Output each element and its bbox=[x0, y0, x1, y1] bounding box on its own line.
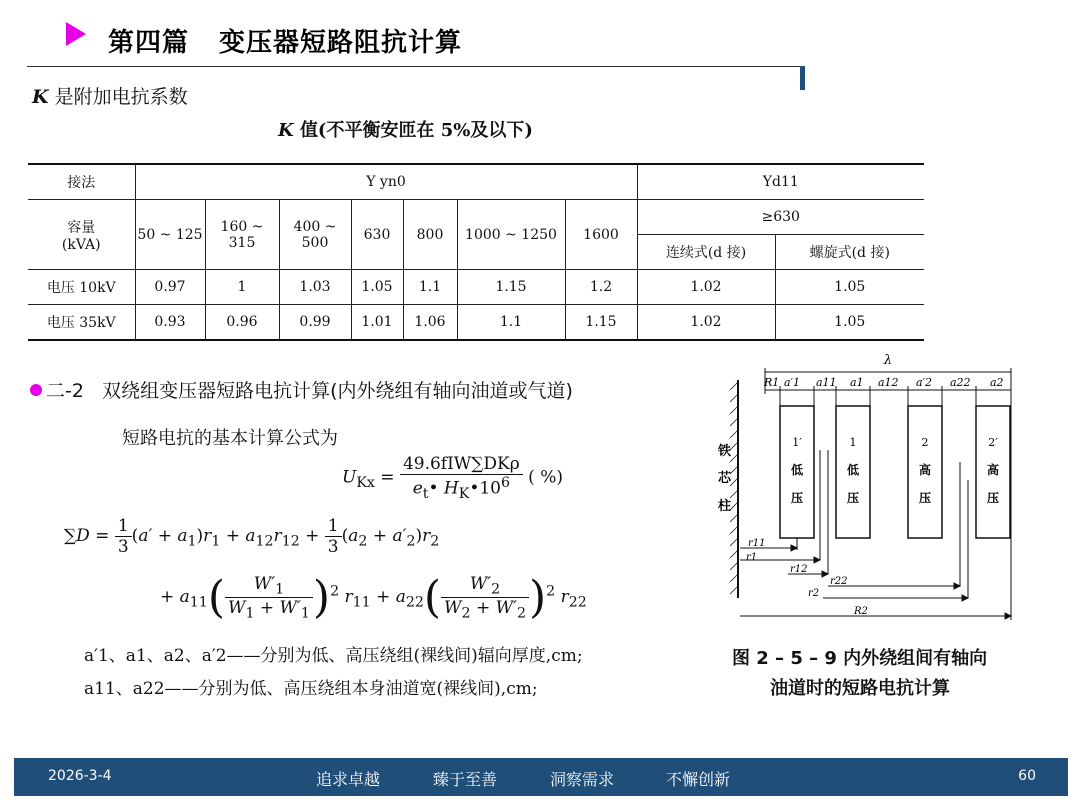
capacity-range: 800 bbox=[403, 200, 457, 270]
den-e-sub: t bbox=[422, 486, 429, 503]
title-divider bbox=[27, 66, 803, 67]
winding-outer-outer bbox=[976, 406, 1010, 538]
section-number: 二-2 bbox=[46, 380, 84, 402]
footer-slogan: 洞察需求 bbox=[550, 770, 615, 789]
header-yyn0: Y yn0 bbox=[135, 164, 637, 200]
winding-char: 高 bbox=[918, 463, 932, 477]
winding-diagram bbox=[718, 350, 1018, 625]
frac-num: 1 bbox=[325, 516, 342, 537]
footer-bar bbox=[14, 758, 1068, 796]
den-e: e bbox=[412, 478, 423, 499]
radius-label: r2 bbox=[808, 588, 820, 599]
formula-ukx-denominator bbox=[400, 475, 523, 502]
winding-id: 2′ bbox=[988, 436, 998, 449]
winding-char: 高 bbox=[986, 463, 1000, 477]
table-capacity-row bbox=[28, 200, 924, 235]
formula-ukx-numerator bbox=[400, 454, 523, 475]
header-method: 接法 bbox=[28, 164, 135, 200]
dim-label: a1 bbox=[850, 376, 864, 389]
table-cell: 1.01 bbox=[351, 305, 403, 341]
formula-ukx-numerator-text: 49.6fIW∑DKρ bbox=[402, 454, 520, 474]
page-title bbox=[108, 22, 462, 59]
fraction-w1: $\frac{W'_1}{W_1 + W'_1}$ bbox=[225, 574, 313, 622]
table-caption bbox=[278, 116, 533, 142]
section-title: 双绕组变压器短路电抗计算(内外绕组有轴向油道或气道) bbox=[102, 380, 573, 402]
radius-label: R2 bbox=[854, 606, 868, 617]
table-cell: 1.15 bbox=[457, 270, 565, 305]
title-divider-mark bbox=[800, 66, 805, 90]
table-cell: 1.03 bbox=[279, 270, 351, 305]
table-cell: 1.06 bbox=[403, 305, 457, 341]
header-yd11: Yd11 bbox=[637, 164, 924, 200]
footer-slogan: 臻于至善 bbox=[433, 770, 498, 789]
table-cell: 1.05 bbox=[775, 305, 924, 341]
figure-caption-line2: 油道时的短路电抗计算 bbox=[770, 678, 950, 699]
formula-ukx: $U_{Kx}$ = $\frac{\text{49.6fIW∑DKρ}}{e_t• H_K•10^6}$ ( %) bbox=[342, 454, 563, 503]
header-capacity-line1: 容量 bbox=[67, 219, 96, 236]
yd11-helical: 螺旋式(d 接) bbox=[775, 235, 924, 270]
radius-label: r12 bbox=[790, 564, 808, 575]
yd11-capacity: ≥630 bbox=[637, 200, 924, 235]
fraction-w2: $\frac{W'_2}{W_2 + W'_2}$ bbox=[441, 574, 529, 622]
definition-duct-width: a11、a22——分别为低、高压绕组本身油道宽(裸线间),cm; bbox=[84, 679, 538, 699]
core-hatch bbox=[730, 382, 738, 594]
definition-thickness: a′1、a1、a2、a′2——分别为低、高压绕组(裸线间)辐向厚度,cm; bbox=[84, 646, 583, 666]
winding-char: 压 bbox=[986, 491, 1000, 505]
table-cell: 1.02 bbox=[637, 270, 775, 305]
capacity-range: 630 bbox=[351, 200, 403, 270]
table-cell: 1.02 bbox=[637, 305, 775, 341]
radius-label: r22 bbox=[830, 576, 848, 587]
footer-slogan: 不懈创新 bbox=[666, 770, 731, 789]
core-label: 柱 bbox=[718, 499, 732, 514]
table-cell: 1.05 bbox=[775, 270, 924, 305]
table-cell: 0.97 bbox=[135, 270, 205, 305]
winding-outer bbox=[908, 406, 942, 538]
title-part-topic: 变压器短路阻抗计算 bbox=[219, 28, 463, 58]
core-label: 芯 bbox=[718, 471, 732, 486]
table-cell: 1.05 bbox=[351, 270, 403, 305]
den-h-sub: K bbox=[458, 486, 470, 503]
row-label: 电压 35kV bbox=[28, 305, 135, 341]
table-cell: 1.15 bbox=[565, 305, 637, 341]
den-h: • H bbox=[428, 478, 459, 499]
winding-char: 压 bbox=[790, 491, 804, 505]
den-power: •10 bbox=[469, 478, 501, 499]
bullet-icon bbox=[30, 384, 42, 396]
table-cell: 1.2 bbox=[565, 270, 637, 305]
footer-date: 2026-3-4 bbox=[48, 768, 112, 784]
capacity-range: 50 ~ 125 bbox=[135, 200, 205, 270]
k-symbol: K bbox=[32, 86, 49, 108]
fraction-one-third bbox=[115, 516, 132, 557]
dim-label: R1 bbox=[764, 376, 780, 389]
den-power-sup: 6 bbox=[500, 475, 510, 491]
header-capacity-line2: (kVA) bbox=[61, 236, 101, 253]
formula-ukx-lhs-sub: Kx bbox=[356, 474, 375, 491]
formula-sumd-line1: ∑D = $\frac{1}{3}$ $(a' + a_1)r_1 + a_{12}r_{12}$ + $\frac{1}{3}$ $(a_2 + a'_2)r_2$ bbox=[64, 516, 440, 557]
winding-inner-outer bbox=[780, 406, 814, 538]
winding-id: 2 bbox=[921, 436, 929, 449]
formula-sumd-line2: + $a_{11}$( $\frac{W'_1}{W_1 + W'_1}$ )$^2$ $r_{11} + a_{22}$( $\frac{W'_2}{W_2 + W'_2}$ )$^2$ $r_{22}$ bbox=[160, 572, 587, 623]
table-caption-symbol: K bbox=[278, 120, 294, 141]
winding-char: 低 bbox=[790, 463, 804, 477]
capacity-range: 1000 ~ 1250 bbox=[457, 200, 565, 270]
row-label: 电压 10kV bbox=[28, 270, 135, 305]
formula-intro: 短路电抗的基本计算公式为 bbox=[122, 428, 338, 449]
title-arrow-icon bbox=[66, 22, 86, 46]
dim-label: a′2 bbox=[916, 376, 933, 389]
table-row bbox=[28, 305, 924, 341]
capacity-range: 160 ~ 315 bbox=[205, 200, 279, 270]
frac-den: 3 bbox=[327, 537, 339, 557]
footer-slogan: 追求卓越 bbox=[316, 770, 381, 789]
table-cell: 1 bbox=[205, 270, 279, 305]
title-part-chapter: 第四篇 bbox=[108, 28, 190, 58]
winding-char: 压 bbox=[846, 491, 860, 505]
formula-ukx-fraction bbox=[400, 454, 523, 502]
table-cell: 0.96 bbox=[205, 305, 279, 341]
table-cell: 0.93 bbox=[135, 305, 205, 341]
capacity-range: 1600 bbox=[565, 200, 637, 270]
dim-label: a11 bbox=[816, 376, 837, 389]
radius-label: r1 bbox=[746, 552, 758, 563]
core-label: 铁 bbox=[718, 444, 732, 459]
dim-label: a22 bbox=[950, 376, 971, 389]
lambda-label: λ bbox=[883, 353, 893, 368]
page-number: 60 bbox=[1018, 768, 1036, 784]
winding-id: 1 bbox=[849, 436, 857, 449]
top-dim-ticks bbox=[780, 386, 976, 406]
dim-label: a′1 bbox=[784, 376, 801, 389]
capacity-range: 400 ~ 500 bbox=[279, 200, 351, 270]
formula-ukx-lhs: U bbox=[342, 467, 357, 488]
table-header-row bbox=[28, 164, 924, 200]
k-value-table bbox=[28, 163, 924, 341]
table-cell: 0.99 bbox=[279, 305, 351, 341]
k-description-text: 是附加电抗系数 bbox=[54, 86, 188, 108]
table-cell: 1.1 bbox=[403, 270, 457, 305]
dim-label: a12 bbox=[878, 376, 899, 389]
formula-ukx-unit: ( %) bbox=[528, 467, 563, 488]
k-description bbox=[32, 82, 188, 109]
header-capacity bbox=[28, 200, 135, 270]
table-caption-text: 值(不平衡安匝在 5%及以下) bbox=[299, 120, 533, 141]
frac-den: 3 bbox=[117, 537, 129, 557]
dim-label: a2 bbox=[990, 376, 1004, 389]
table-row bbox=[28, 270, 924, 305]
winding-inner bbox=[836, 406, 870, 538]
winding-char: 压 bbox=[918, 491, 932, 505]
yd11-continuous: 连续式(d 接) bbox=[637, 235, 775, 270]
winding-id: 1′ bbox=[792, 436, 802, 449]
frac-num: 1 bbox=[115, 516, 132, 537]
winding-char: 低 bbox=[846, 463, 860, 477]
table-cell: 1.1 bbox=[457, 305, 565, 341]
section-heading bbox=[30, 376, 573, 403]
radius-label: r11 bbox=[748, 538, 766, 549]
fraction-one-third-2 bbox=[325, 516, 342, 557]
figure-caption-line1: 图 2 – 5 – 9 内外绕组间有轴向 bbox=[732, 648, 988, 669]
